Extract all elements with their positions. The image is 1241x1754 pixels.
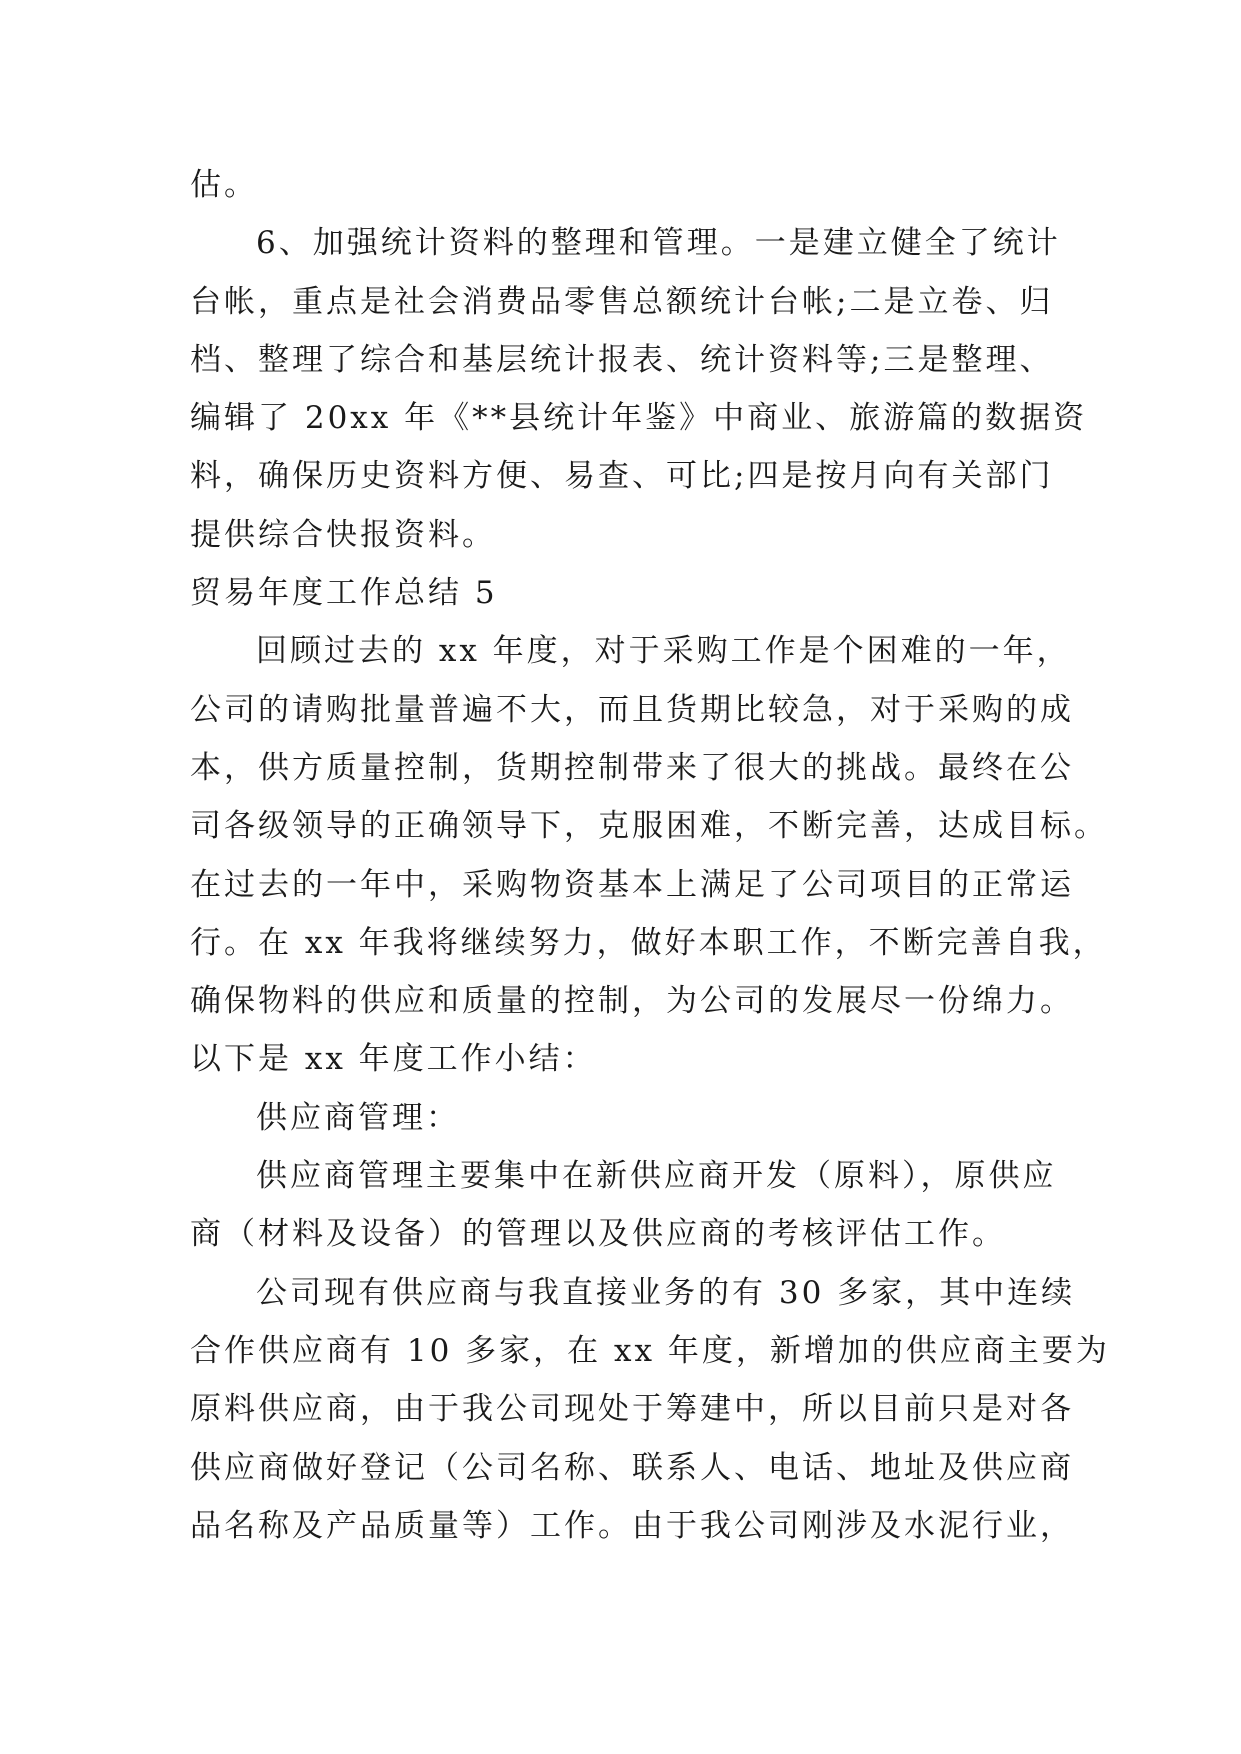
text-line: 司各级领导的正确领导下，克服困难，不断完善，达成目标。 — [190, 808, 1108, 845]
text-line: 品名称及产品质量等）工作。由于我公司刚涉及水泥行业， — [190, 1507, 1074, 1544]
text-line: 编辑了 20xx 年《**县统计年鉴》中商业、旅游篇的数据资 — [190, 400, 1088, 437]
text-line: 供应商做好登记（公司名称、联系人、电话、地址及供应商 — [190, 1449, 1074, 1486]
text-line: 行。在 xx 年我将继续努力，做好本职工作，不断完善自我， — [190, 924, 1107, 961]
text-line: 确保物料的供应和质量的控制，为公司的发展尽一份绵力。 — [190, 983, 1074, 1020]
text-line: 原料供应商，由于我公司现处于筹建中，所以目前只是对各 — [190, 1391, 1074, 1428]
subheading: 供应商管理： — [256, 1099, 460, 1136]
text-line: 以下是 xx 年度工作小结： — [190, 1041, 597, 1078]
text-line: 提供综合快报资料。 — [190, 516, 496, 553]
document-body — [190, 156, 1110, 1555]
text-line: 估。 — [190, 167, 258, 203]
text-line: 公司现有供应商与我直接业务的有 30 多家，其中连续 — [256, 1274, 1076, 1311]
text-line: 料，确保历史资料方便、易查、可比;四是按月向有关部门 — [190, 458, 1054, 495]
text-line: 商（材料及设备）的管理以及供应商的考核评估工作。 — [190, 1216, 1006, 1253]
text-line: 回顾过去的 xx 年度，对于采购工作是个困难的一年， — [256, 633, 1071, 670]
text-line: 6、加强统计资料的整理和管理。一是建立健全了统计 — [256, 225, 1061, 262]
text-line: 公司的请购批量普遍不大，而且货期比较急，对于采购的成 — [190, 691, 1074, 728]
text-line: 在过去的一年中，采购物资基本上满足了公司项目的正常运 — [190, 866, 1074, 903]
text-line: 本，供方质量控制，货期控制带来了很大的挑战。最终在公 — [190, 749, 1074, 786]
text-line: 供应商管理主要集中在新供应商开发（原料），原供应 — [256, 1158, 1057, 1195]
text-line: 合作供应商有 10 多家，在 xx 年度，新增加的供应商主要为 — [190, 1332, 1110, 1369]
text-line: 档、整理了综合和基层统计报表、统计资料等;三是整理、 — [190, 341, 1054, 378]
text-line: 台帐，重点是社会消费品零售总额统计台帐;二是立卷、归 — [190, 283, 1054, 320]
section-heading: 贸易年度工作总结 5 — [190, 575, 498, 612]
